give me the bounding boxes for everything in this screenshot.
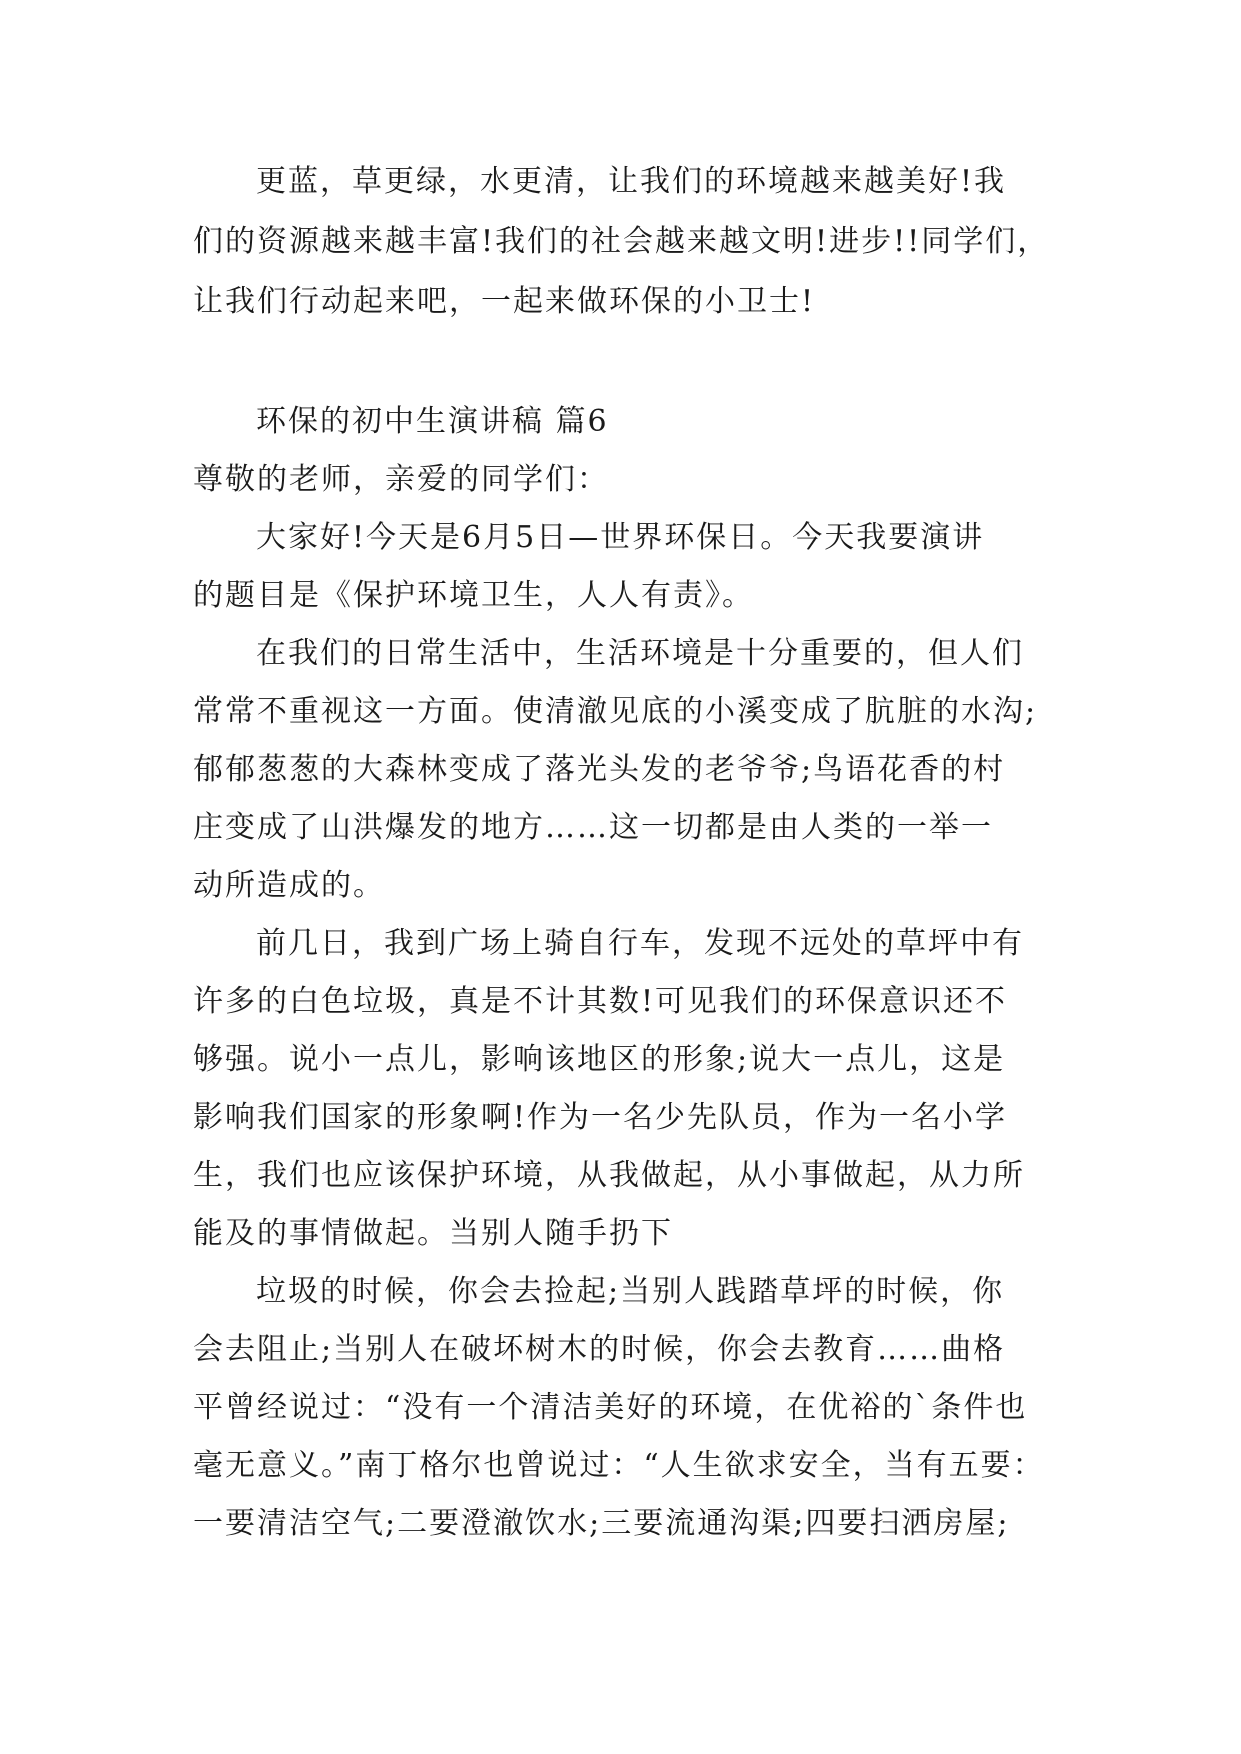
text-line: 大家好!今天是6月5日—世界环保日。今天我要演讲 xyxy=(256,520,985,555)
text-line: 常常不重视这一方面。使清澈见底的小溪变成了肮脏的水沟; xyxy=(193,694,1038,729)
text-line: 影响我们国家的形象啊!作为一名少先队员，作为一名小学 xyxy=(193,1100,1008,1135)
salutation: 尊敬的老师，亲爱的同学们： xyxy=(193,462,609,497)
text-line: 的题目是《保护环境卫生，人人有责》。 xyxy=(193,578,754,613)
text-line: 动所造成的。 xyxy=(193,868,385,903)
text-line: 许多的白色垃圾，真是不计其数!可见我们的环保意识还不 xyxy=(193,984,1008,1019)
text-line: 毫无意义。”南丁格尔也曾说过：“人生欲求安全，当有五要： xyxy=(193,1448,1045,1483)
text-line: 们的资源越来越丰富!我们的社会越来越文明!进步!!同学们， xyxy=(193,224,1050,259)
text-line: 生，我们也应该保护环境，从我做起，从小事做起，从力所 xyxy=(193,1158,1025,1193)
text-line: 垃圾的时候，你会去捡起;当别人践踏草坪的时候，你 xyxy=(256,1274,1005,1309)
text-line: 平曾经说过：“没有一个清洁美好的环境，在优裕的`条件也 xyxy=(193,1390,1028,1425)
text-line: 在我们的日常生活中，生活环境是十分重要的，但人们 xyxy=(256,636,1024,671)
text-line: 一要清洁空气;二要澄澈饮水;三要流通沟渠;四要扫洒房屋; xyxy=(193,1506,1010,1541)
section-heading: 环保的初中生演讲稿 篇6 xyxy=(256,404,609,439)
text-line: 会去阻止;当别人在破坏树木的时候，你会去教育……曲格 xyxy=(193,1332,1006,1367)
text-line: 让我们行动起来吧，一起来做环保的小卫士! xyxy=(193,284,816,319)
text-line: 更蓝，草更绿，水更清，让我们的环境越来越美好!我 xyxy=(256,164,1007,199)
text-line: 够强。说小一点儿，影响该地区的形象;说大一点儿，这是 xyxy=(193,1042,1006,1077)
text-line: 前几日，我到广场上骑自行车，发现不远处的草坪中有 xyxy=(256,926,1024,961)
text-line: 庄变成了山洪爆发的地方……这一切都是由人类的一举一 xyxy=(193,810,993,845)
text-line: 郁郁葱葱的大森林变成了落光头发的老爷爷;鸟语花香的村 xyxy=(193,752,1006,787)
text-line: 能及的事情做起。当别人随手扔下 xyxy=(193,1216,673,1251)
